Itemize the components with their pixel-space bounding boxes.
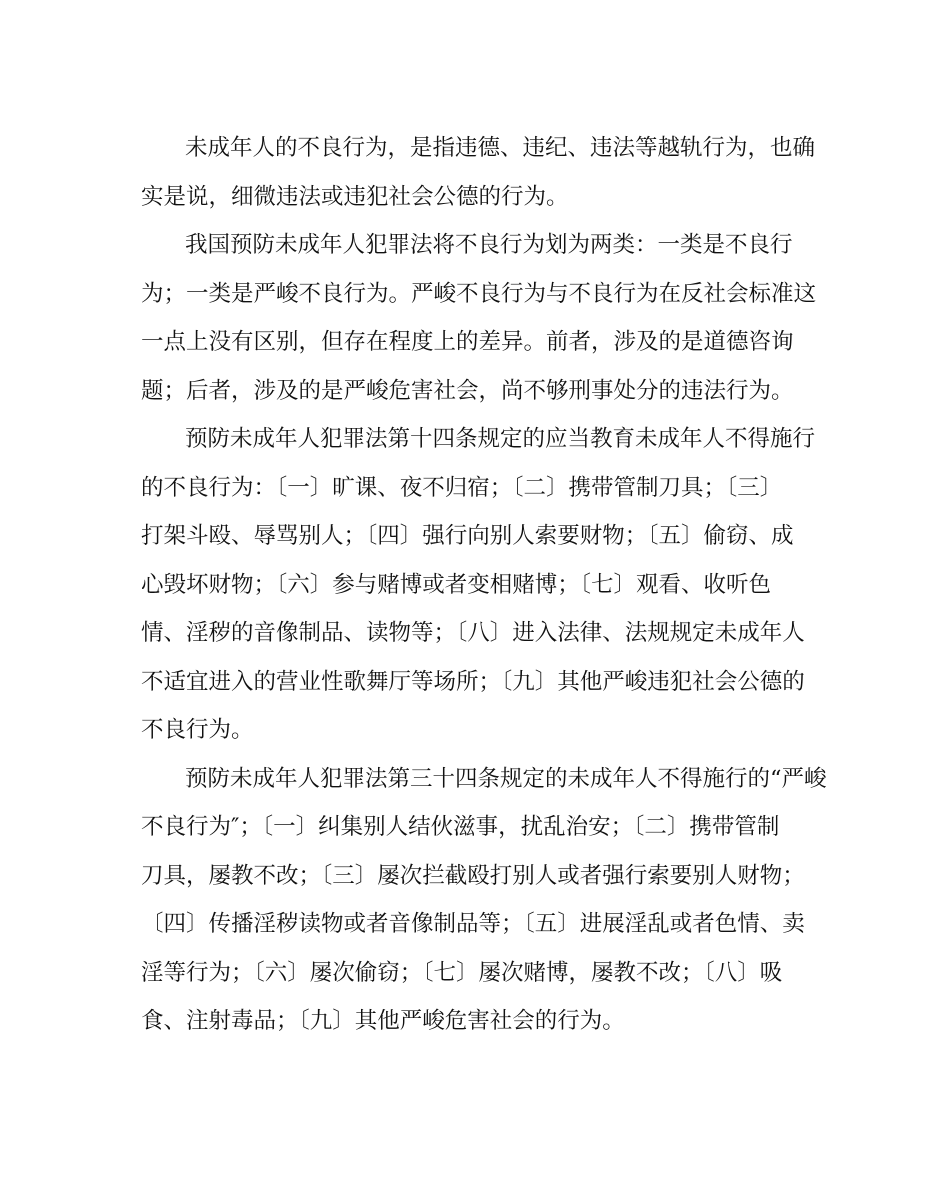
text-line: 预防未成年人犯罪法第三十四条规定的未成年人不得施行的“严峻: [185, 765, 827, 792]
text-line: 情、淫秽的音像制品、读物等；〔八〕进入法律、法规规定未成年人: [141, 620, 805, 646]
text-line: 不良行为″；〔一〕纠集别人结伙滋事，扰乱治安；〔二〕携带管制: [141, 814, 780, 840]
text-line: 题；后者，涉及的是严峻危害社会，尚不够刑事处分的违法行为。: [141, 377, 794, 404]
text-line: 我国预防未成年人犯罪法将不良行为划为两类：一类是不良行: [185, 232, 793, 258]
text-line: 实是说，细微违法或违犯社会公德的行为。: [141, 183, 569, 210]
paragraph-2: [141, 221, 817, 415]
text-line: 一点上没有区别，但存在程度上的差异。前者，涉及的是道德咨询: [141, 329, 794, 355]
text-line: 心毁坏财物；〔六〕参与赌博或者变相赌博；〔七〕观看、收听色: [141, 571, 772, 598]
text-line: 预防未成年人犯罪法第十四条规定的应当教育未成年人不得施行: [185, 426, 816, 452]
text-line: 的不良行为：〔一〕旷课、夜不归宿；〔二〕携带管制刀具；〔三〕: [141, 474, 783, 501]
text-line: 刀具，屡教不改；〔三〕屡次拦截殴打别人或者强行索要别人财物；: [141, 862, 805, 889]
text-line: 食、注射毒品；〔九〕其他严峻危害社会的行为。: [141, 1008, 625, 1034]
text-line: 不良行为。: [141, 717, 254, 743]
text-line: 未成年人的不良行为，是指违德、违纪、违法等越轨行为，也确: [185, 135, 816, 161]
text-line: 〔四〕传播淫秽读物或者音像制品等；〔五〕进展淫乱或者色情、卖: [141, 911, 805, 937]
text-line: 打架斗殴、辱骂别人；〔四〕强行向别人索要财物；〔五〕偷窃、成: [141, 523, 794, 549]
text-line: 不适宜进入的营业性歌舞厅等场所；〔九〕其他严峻违犯社会公德的: [141, 668, 805, 695]
text-line: 为；一类是严峻不良行为。严峻不良行为与不良行为在反社会标准这: [141, 280, 817, 307]
text-line: 淫等行为；〔六〕屡次偷窃；〔七〕屡次赌博，屡教不改；〔八〕吸: [141, 959, 783, 986]
paragraph-1: [141, 124, 816, 221]
paragraph-3: [141, 415, 816, 755]
document-body: [141, 124, 827, 1046]
paragraph-4: [141, 755, 827, 1046]
